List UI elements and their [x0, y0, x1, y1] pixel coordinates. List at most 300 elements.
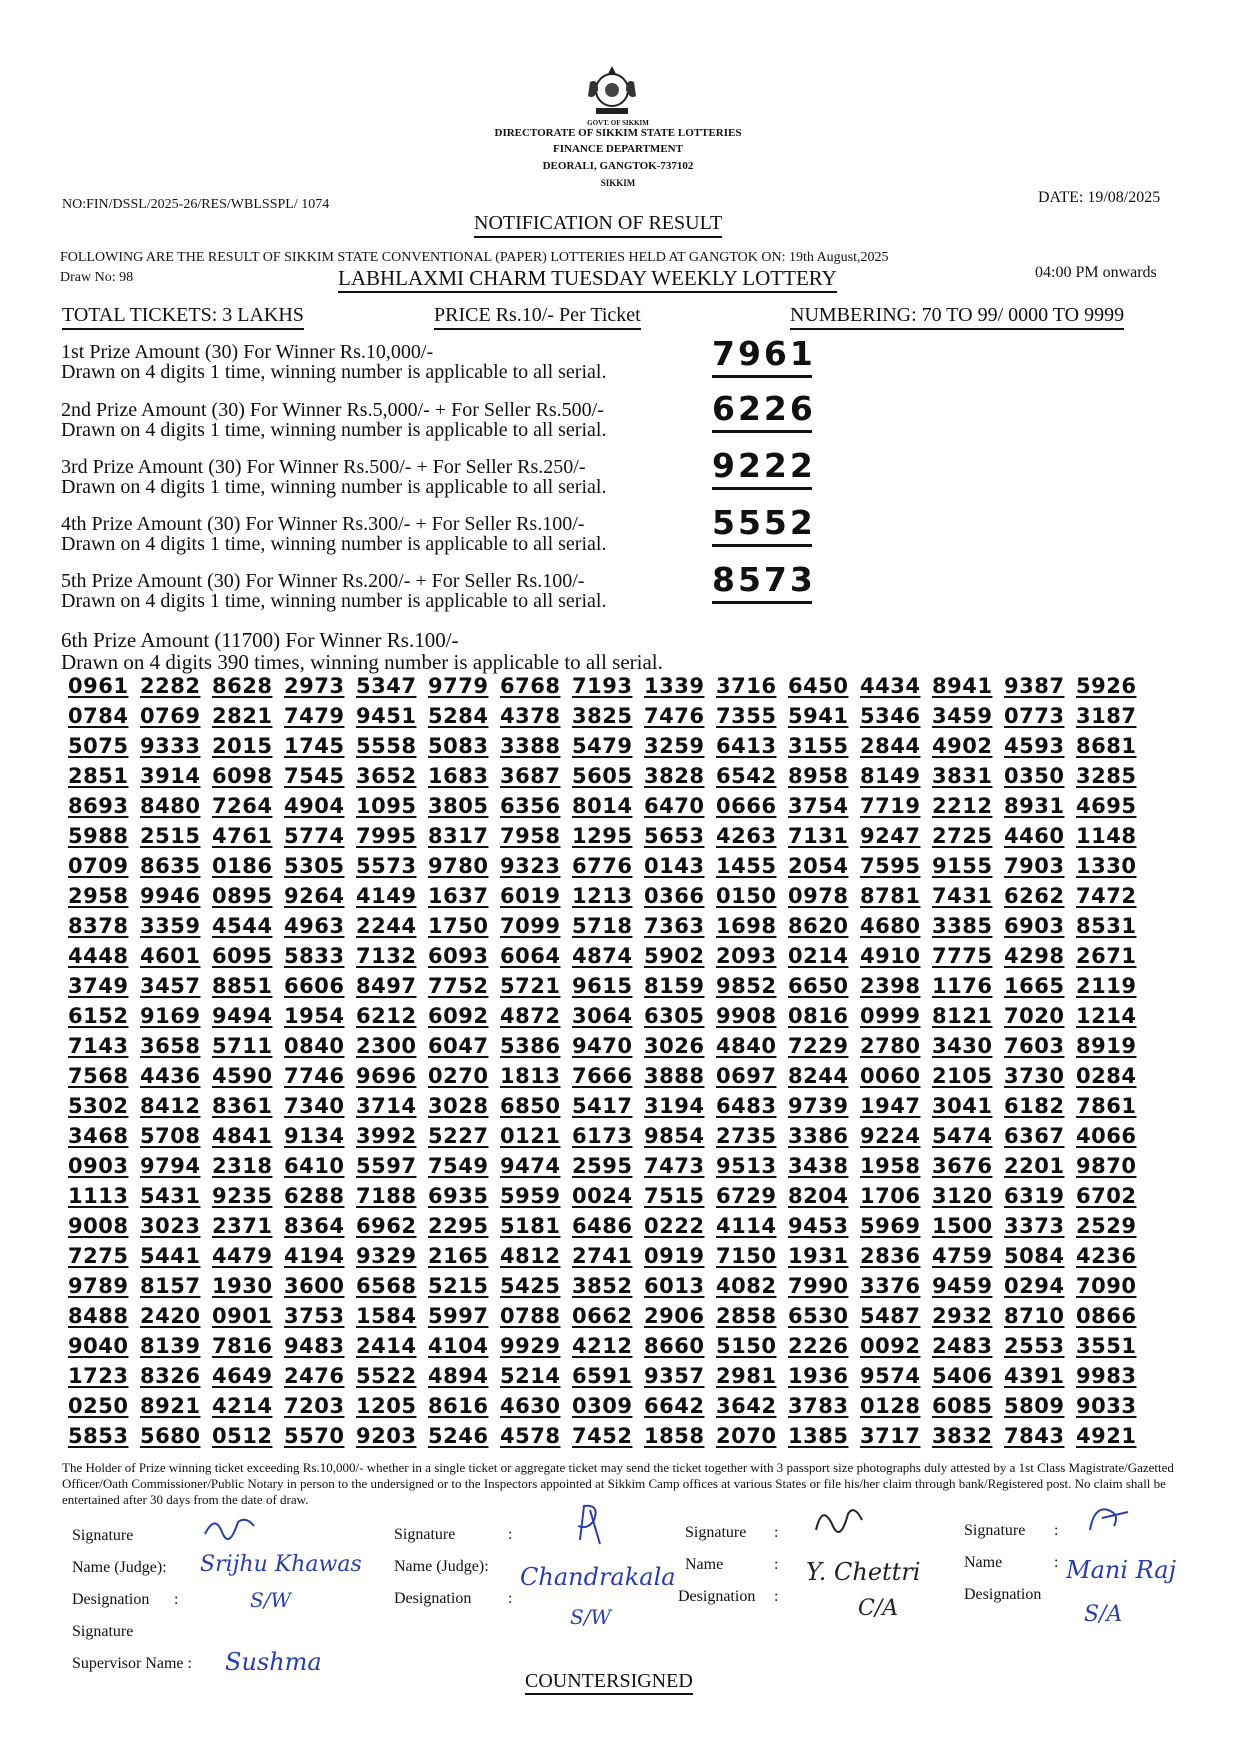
winning-number: 3753 — [284, 1304, 345, 1328]
col1-signature-label: Signature — [72, 1527, 134, 1544]
winning-number: 2476 — [284, 1364, 345, 1388]
winning-number: 0666 — [716, 794, 777, 818]
winning-number: 1750 — [428, 914, 489, 938]
col2-designation-label: Designation — [394, 1590, 472, 1607]
winning-number: 1936 — [788, 1364, 849, 1388]
notice-title: NOTIFICATION OF RESULT — [474, 212, 722, 238]
prize-1-number: 7961 — [712, 334, 812, 378]
number-row — [68, 1424, 1148, 1454]
winning-number: 9494 — [212, 1004, 273, 1028]
winning-number: 4590 — [212, 1064, 273, 1088]
number-row — [68, 1334, 1148, 1364]
winning-number: 1113 — [68, 1184, 129, 1208]
winning-number: 7903 — [1004, 854, 1065, 878]
winning-number: 5853 — [68, 1424, 129, 1448]
winning-number: 3687 — [500, 764, 561, 788]
winning-number: 2371 — [212, 1214, 273, 1238]
winning-number: 2780 — [860, 1034, 921, 1058]
winning-number: 9008 — [68, 1214, 129, 1238]
winning-number: 7188 — [356, 1184, 417, 1208]
winning-number: 0866 — [1076, 1304, 1137, 1328]
winning-number: 2973 — [284, 674, 345, 698]
winning-number: 5711 — [212, 1034, 273, 1058]
winning-number: 5417 — [572, 1094, 633, 1118]
winning-number: 7363 — [644, 914, 705, 938]
winning-number: 0222 — [644, 1214, 705, 1238]
winning-number: 1455 — [716, 854, 777, 878]
winning-number: 6650 — [788, 974, 849, 998]
winning-number: 3749 — [68, 974, 129, 998]
winning-number: 9789 — [68, 1274, 129, 1298]
winning-number: 9870 — [1076, 1154, 1137, 1178]
winning-number: 8941 — [932, 674, 993, 698]
winning-number: 1947 — [860, 1094, 921, 1118]
winning-number: 7143 — [68, 1034, 129, 1058]
winning-number: 3459 — [932, 704, 993, 728]
winning-number: 0270 — [428, 1064, 489, 1088]
winning-number: 6085 — [932, 1394, 993, 1418]
winning-number: 3832 — [932, 1424, 993, 1448]
col2-judge-name: Chandrakala — [520, 1563, 676, 1591]
winning-number: 2212 — [932, 794, 993, 818]
col4-name: Mani Raj — [1066, 1556, 1177, 1584]
winning-number: 1330 — [1076, 854, 1137, 878]
winning-number: 6064 — [500, 944, 561, 968]
winning-number: 6450 — [788, 674, 849, 698]
number-row — [68, 1184, 1148, 1214]
winning-number: 6093 — [428, 944, 489, 968]
winning-number: 2093 — [716, 944, 777, 968]
col1-judge-designation: S/W — [250, 1588, 291, 1612]
winning-number: 4761 — [212, 824, 273, 848]
winning-number: 6483 — [716, 1094, 777, 1118]
winning-number: 7746 — [284, 1064, 345, 1088]
winning-number: 8244 — [788, 1064, 849, 1088]
winning-number: 1637 — [428, 884, 489, 908]
winning-number: 5214 — [500, 1364, 561, 1388]
winning-number: 2529 — [1076, 1214, 1137, 1238]
winning-number: 0294 — [1004, 1274, 1065, 1298]
col4-designation: S/A — [1084, 1602, 1123, 1627]
number-row — [68, 1124, 1148, 1154]
winning-number: 3730 — [1004, 1064, 1065, 1088]
winning-number: 4904 — [284, 794, 345, 818]
winning-number: 6182 — [1004, 1094, 1065, 1118]
winning-number: 7595 — [860, 854, 921, 878]
prize-1-amount: 1st Prize Amount (30) For Winner Rs.10,000/- — [61, 341, 434, 363]
winning-number: 6413 — [716, 734, 777, 758]
winning-number: 7816 — [212, 1334, 273, 1358]
winning-number: 7990 — [788, 1274, 849, 1298]
winning-number: 2932 — [932, 1304, 993, 1328]
number-row — [68, 1094, 1148, 1124]
winning-number: 5833 — [284, 944, 345, 968]
winning-number: 8488 — [68, 1304, 129, 1328]
winning-number: 9739 — [788, 1094, 849, 1118]
winning-number: 7515 — [644, 1184, 705, 1208]
winning-number: 9470 — [572, 1034, 633, 1058]
col1-designation-colon: : — [174, 1591, 179, 1608]
winning-number: 1723 — [68, 1364, 129, 1388]
ticket-price: PRICE Rs.10/- Per Ticket — [434, 304, 641, 330]
winning-number: 9224 — [860, 1124, 921, 1148]
col3-signature-label: Signature — [685, 1524, 747, 1541]
winning-number: 0895 — [212, 884, 273, 908]
winning-number: 2958 — [68, 884, 129, 908]
winning-number: 3438 — [788, 1154, 849, 1178]
winning-number: 0121 — [500, 1124, 561, 1148]
winning-number: 7193 — [572, 674, 633, 698]
winning-number: 7473 — [644, 1154, 705, 1178]
col3-signature-scribble — [810, 1500, 870, 1555]
winning-number: 2741 — [572, 1244, 633, 1268]
winning-number: 7843 — [1004, 1424, 1065, 1448]
winning-number: 6367 — [1004, 1124, 1065, 1148]
winning-number: 5302 — [68, 1094, 129, 1118]
winning-number: 9794 — [140, 1154, 201, 1178]
winning-number: 4104 — [428, 1334, 489, 1358]
winning-number: 0024 — [572, 1184, 633, 1208]
winning-number: 6095 — [212, 944, 273, 968]
winning-number: 9155 — [932, 854, 993, 878]
prize-5-amount: 5th Prize Amount (30) For Winner Rs.200/- + For Seller Rs.100/- — [61, 570, 585, 592]
winning-number: 2981 — [716, 1364, 777, 1388]
winning-number: 4841 — [212, 1124, 273, 1148]
winning-number: 0961 — [68, 674, 129, 698]
winning-number: 7545 — [284, 764, 345, 788]
number-row — [68, 1034, 1148, 1064]
winning-number: 4921 — [1076, 1424, 1137, 1448]
number-row — [68, 884, 1148, 914]
prize-3-number: 9222 — [712, 446, 812, 490]
winning-number: 0366 — [644, 884, 705, 908]
winning-number: 5573 — [356, 854, 417, 878]
winning-number: 1683 — [428, 764, 489, 788]
winning-number: 4894 — [428, 1364, 489, 1388]
winning-number: 8921 — [140, 1394, 201, 1418]
prize-4-amount: 4th Prize Amount (30) For Winner Rs.300/- + For Seller Rs.100/- — [61, 513, 585, 535]
winning-number: 3852 — [572, 1274, 633, 1298]
winning-number: 9329 — [356, 1244, 417, 1268]
winning-number: 9235 — [212, 1184, 273, 1208]
winning-number: 6019 — [500, 884, 561, 908]
winning-number: 8531 — [1076, 914, 1137, 938]
winning-number: 7603 — [1004, 1034, 1065, 1058]
winning-number: 8361 — [212, 1094, 273, 1118]
winning-number: 5075 — [68, 734, 129, 758]
winning-number: 5441 — [140, 1244, 201, 1268]
prize-1-rule: Drawn on 4 digits 1 time, winning number is applicable to all serial. — [61, 361, 607, 383]
winning-number: 0999 — [860, 1004, 921, 1028]
winning-number: 6092 — [428, 1004, 489, 1028]
col1-signature-scribble — [200, 1512, 260, 1547]
winning-number: 3259 — [644, 734, 705, 758]
winning-number: 0214 — [788, 944, 849, 968]
winning-number: 2165 — [428, 1244, 489, 1268]
winning-number: 8710 — [1004, 1304, 1065, 1328]
winning-number: 2553 — [1004, 1334, 1065, 1358]
winning-number: 7568 — [68, 1064, 129, 1088]
winning-number: 4460 — [1004, 824, 1065, 848]
winning-number: 6962 — [356, 1214, 417, 1238]
winning-number: 2201 — [1004, 1154, 1065, 1178]
winning-number: 4840 — [716, 1034, 777, 1058]
winning-number: 2119 — [1076, 974, 1137, 998]
prize-4-rule: Drawn on 4 digits 1 time, winning number is applicable to all serial. — [61, 533, 607, 555]
winning-number: 0709 — [68, 854, 129, 878]
winning-number: 1213 — [572, 884, 633, 908]
winning-number: 3373 — [1004, 1214, 1065, 1238]
winning-number: 6542 — [716, 764, 777, 788]
winning-number: 3468 — [68, 1124, 129, 1148]
winning-number: 4578 — [500, 1424, 561, 1448]
col2-signature-scribble — [570, 1500, 610, 1555]
winning-number: 9908 — [716, 1004, 777, 1028]
notice-date: DATE: 19/08/2025 — [1038, 189, 1161, 206]
winning-number: 1500 — [932, 1214, 993, 1238]
winning-number: 8317 — [428, 824, 489, 848]
winning-number: 2300 — [356, 1034, 417, 1058]
prize-6-number-grid — [68, 674, 1148, 1454]
winning-number: 3457 — [140, 974, 201, 998]
winning-number: 3120 — [932, 1184, 993, 1208]
winning-number: 5084 — [1004, 1244, 1065, 1268]
winning-number: 0143 — [644, 854, 705, 878]
winning-number: 3658 — [140, 1034, 201, 1058]
winning-number: 4649 — [212, 1364, 273, 1388]
winning-number: 4378 — [500, 704, 561, 728]
winning-number: 7452 — [572, 1424, 633, 1448]
number-row — [68, 1304, 1148, 1334]
intro-text: FOLLOWING ARE THE RESULT OF SIKKIM STATE CONVENTIONAL (PAPER) LOTTERIES HELD AT GANGTOK ON: 19th August,2025 — [60, 250, 889, 265]
winning-number: 5570 — [284, 1424, 345, 1448]
winning-number: 3714 — [356, 1094, 417, 1118]
winning-number: 5902 — [644, 944, 705, 968]
number-row — [68, 1064, 1148, 1094]
winning-number: 5474 — [932, 1124, 993, 1148]
winning-number: 8660 — [644, 1334, 705, 1358]
winning-number: 5284 — [428, 704, 489, 728]
winning-number: 0903 — [68, 1154, 129, 1178]
winning-number: 5083 — [428, 734, 489, 758]
winning-number: 4066 — [1076, 1124, 1137, 1148]
prize-4-number: 5552 — [712, 503, 812, 547]
winning-number: 5479 — [572, 734, 633, 758]
winning-number: 9474 — [500, 1154, 561, 1178]
draw-number: Draw No: 98 — [60, 270, 134, 285]
winning-number: 9357 — [644, 1364, 705, 1388]
col4-signature-colon: : — [1054, 1522, 1059, 1539]
col3-designation-colon: : — [774, 1588, 779, 1605]
winning-number: 2015 — [212, 734, 273, 758]
winning-number: 1698 — [716, 914, 777, 938]
winning-number: 3023 — [140, 1214, 201, 1238]
supervisor-signature-label: Signature — [72, 1623, 134, 1640]
winning-number: 0816 — [788, 1004, 849, 1028]
winning-number: 0284 — [1076, 1064, 1137, 1088]
winning-number: 8326 — [140, 1364, 201, 1388]
winning-number: 3385 — [932, 914, 993, 938]
winning-number: 8139 — [140, 1334, 201, 1358]
winning-number: 7958 — [500, 824, 561, 848]
winning-number: 7476 — [644, 704, 705, 728]
winning-number: 3600 — [284, 1274, 345, 1298]
reference-number: NO:FIN/DSSL/2025-26/RES/WBLSSPL/ 1074 — [62, 197, 330, 212]
col4-signature-scribble — [1084, 1500, 1134, 1545]
winning-number: 8616 — [428, 1394, 489, 1418]
number-row — [68, 764, 1148, 794]
winning-number: 3187 — [1076, 704, 1137, 728]
winning-number: 9696 — [356, 1064, 417, 1088]
winning-number: 1958 — [860, 1154, 921, 1178]
winning-number: 9134 — [284, 1124, 345, 1148]
winning-number: 6288 — [284, 1184, 345, 1208]
col1-judge-name: Srijhu Khawas — [200, 1552, 362, 1577]
countersigned-label: COUNTERSIGNED — [525, 1670, 693, 1695]
winning-number: 1339 — [644, 674, 705, 698]
winning-number: 1584 — [356, 1304, 417, 1328]
winning-number: 7150 — [716, 1244, 777, 1268]
winning-number: 4391 — [1004, 1364, 1065, 1388]
number-row — [68, 944, 1148, 974]
winning-number: 0350 — [1004, 764, 1065, 788]
winning-number: 3155 — [788, 734, 849, 758]
winning-number: 1148 — [1076, 824, 1137, 848]
winning-number: 1205 — [356, 1394, 417, 1418]
winning-number: 5718 — [572, 914, 633, 938]
winning-number: 3652 — [356, 764, 417, 788]
winning-number: 2054 — [788, 854, 849, 878]
number-row — [68, 854, 1148, 884]
winning-number: 0512 — [212, 1424, 273, 1448]
winning-number: 9852 — [716, 974, 777, 998]
winning-number: 1745 — [284, 734, 345, 758]
winning-number: 6305 — [644, 1004, 705, 1028]
winning-number: 9929 — [500, 1334, 561, 1358]
winning-number: 2725 — [932, 824, 993, 848]
winning-number: 1930 — [212, 1274, 273, 1298]
winning-number: 3041 — [932, 1094, 993, 1118]
number-row — [68, 824, 1148, 854]
winning-number: 2836 — [860, 1244, 921, 1268]
number-row — [68, 674, 1148, 704]
winning-number: 4910 — [860, 944, 921, 968]
prize-2-amount: 2nd Prize Amount (30) For Winner Rs.5,000/- + For Seller Rs.500/- — [61, 399, 604, 421]
winning-number: 7861 — [1076, 1094, 1137, 1118]
winning-number: 9264 — [284, 884, 345, 908]
winning-number: 0769 — [140, 704, 201, 728]
winning-number: 1706 — [860, 1184, 921, 1208]
winning-number: 8958 — [788, 764, 849, 788]
winning-number: 9779 — [428, 674, 489, 698]
winning-number: 3717 — [860, 1424, 921, 1448]
prize-3-amount: 3rd Prize Amount (30) For Winner Rs.500/- + For Seller Rs.250/- — [61, 456, 586, 478]
winning-number: 7264 — [212, 794, 273, 818]
winning-number: 3194 — [644, 1094, 705, 1118]
winning-number: 4263 — [716, 824, 777, 848]
winning-number: 9451 — [356, 704, 417, 728]
winning-number: 3828 — [644, 764, 705, 788]
claim-instructions: The Holder of Prize winning ticket exceeding Rs.10,000/- whether in a single ticket or aggregate ticket may send the ticket together with 3 passport size photographs duly attested by a 1st Class Magistrate/Gazetted Officer/Oath Commissioner/Public Notary in person to the undersigned or to the Inspectors appointed at Sikkim Camp offices at various States or file his/her claim through bank/Registered post. No claim shall be entertained after 30 days from the date of draw. — [62, 1460, 1174, 1507]
winning-number: 8851 — [212, 974, 273, 998]
winning-number: 9247 — [860, 824, 921, 848]
draw-time: 04:00 PM onwards — [1035, 264, 1157, 281]
winning-number: 6568 — [356, 1274, 417, 1298]
winning-number: 0662 — [572, 1304, 633, 1328]
number-row — [68, 1004, 1148, 1034]
winning-number: 4149 — [356, 884, 417, 908]
winning-number: 1176 — [932, 974, 993, 998]
prize-2-rule: Drawn on 4 digits 1 time, winning number is applicable to all serial. — [61, 419, 607, 441]
winning-number: 8378 — [68, 914, 129, 938]
winning-number: 4759 — [932, 1244, 993, 1268]
winning-number: 0901 — [212, 1304, 273, 1328]
winning-number: 0250 — [68, 1394, 129, 1418]
winning-number: 9453 — [788, 1214, 849, 1238]
winning-number: 0092 — [860, 1334, 921, 1358]
winning-number: 6776 — [572, 854, 633, 878]
winning-number: 6903 — [1004, 914, 1065, 938]
winning-number: 3754 — [788, 794, 849, 818]
winning-number: 6729 — [716, 1184, 777, 1208]
winning-number: 5386 — [500, 1034, 561, 1058]
winning-number: 7995 — [356, 824, 417, 848]
winning-number: 7666 — [572, 1064, 633, 1088]
winning-number: 8204 — [788, 1184, 849, 1208]
prize-5-rule: Drawn on 4 digits 1 time, winning number is applicable to all serial. — [61, 590, 607, 612]
winning-number: 1665 — [1004, 974, 1065, 998]
winning-number: 3825 — [572, 704, 633, 728]
col3-signature-colon: : — [774, 1524, 779, 1541]
winning-number: 8412 — [140, 1094, 201, 1118]
winning-number: 3551 — [1076, 1334, 1137, 1358]
winning-number: 4434 — [860, 674, 921, 698]
winning-number: 2105 — [932, 1064, 993, 1088]
winning-number: 0128 — [860, 1394, 921, 1418]
winning-number: 4194 — [284, 1244, 345, 1268]
col3-name-label: Name — [685, 1556, 724, 1573]
winning-number: 3642 — [716, 1394, 777, 1418]
prize-3-rule: Drawn on 4 digits 1 time, winning number is applicable to all serial. — [61, 476, 607, 498]
winning-number: 4214 — [212, 1394, 273, 1418]
winning-number: 2295 — [428, 1214, 489, 1238]
winning-number: 2844 — [860, 734, 921, 758]
directorate-label: DIRECTORATE OF SIKKIM STATE LOTTERIES — [494, 127, 742, 139]
winning-number: 8635 — [140, 854, 201, 878]
winning-number: 6356 — [500, 794, 561, 818]
winning-number: 5215 — [428, 1274, 489, 1298]
winning-number: 9983 — [1076, 1364, 1137, 1388]
winning-number: 3376 — [860, 1274, 921, 1298]
winning-number: 1214 — [1076, 1004, 1137, 1028]
address-label: DEORALI, GANGTOK-737102 — [542, 160, 694, 172]
winning-number: 7775 — [932, 944, 993, 968]
winning-number: 7355 — [716, 704, 777, 728]
winning-number: 5487 — [860, 1304, 921, 1328]
winning-number: 5406 — [932, 1364, 993, 1388]
winning-number: 0784 — [68, 704, 129, 728]
winning-number: 0840 — [284, 1034, 345, 1058]
winning-number: 4874 — [572, 944, 633, 968]
winning-number: 6606 — [284, 974, 345, 998]
winning-number: 5346 — [860, 704, 921, 728]
winning-number: 6047 — [428, 1034, 489, 1058]
winning-number: 8497 — [356, 974, 417, 998]
winning-number: 5347 — [356, 674, 417, 698]
winning-number: 4963 — [284, 914, 345, 938]
winning-number: 4593 — [1004, 734, 1065, 758]
winning-number: 7340 — [284, 1094, 345, 1118]
